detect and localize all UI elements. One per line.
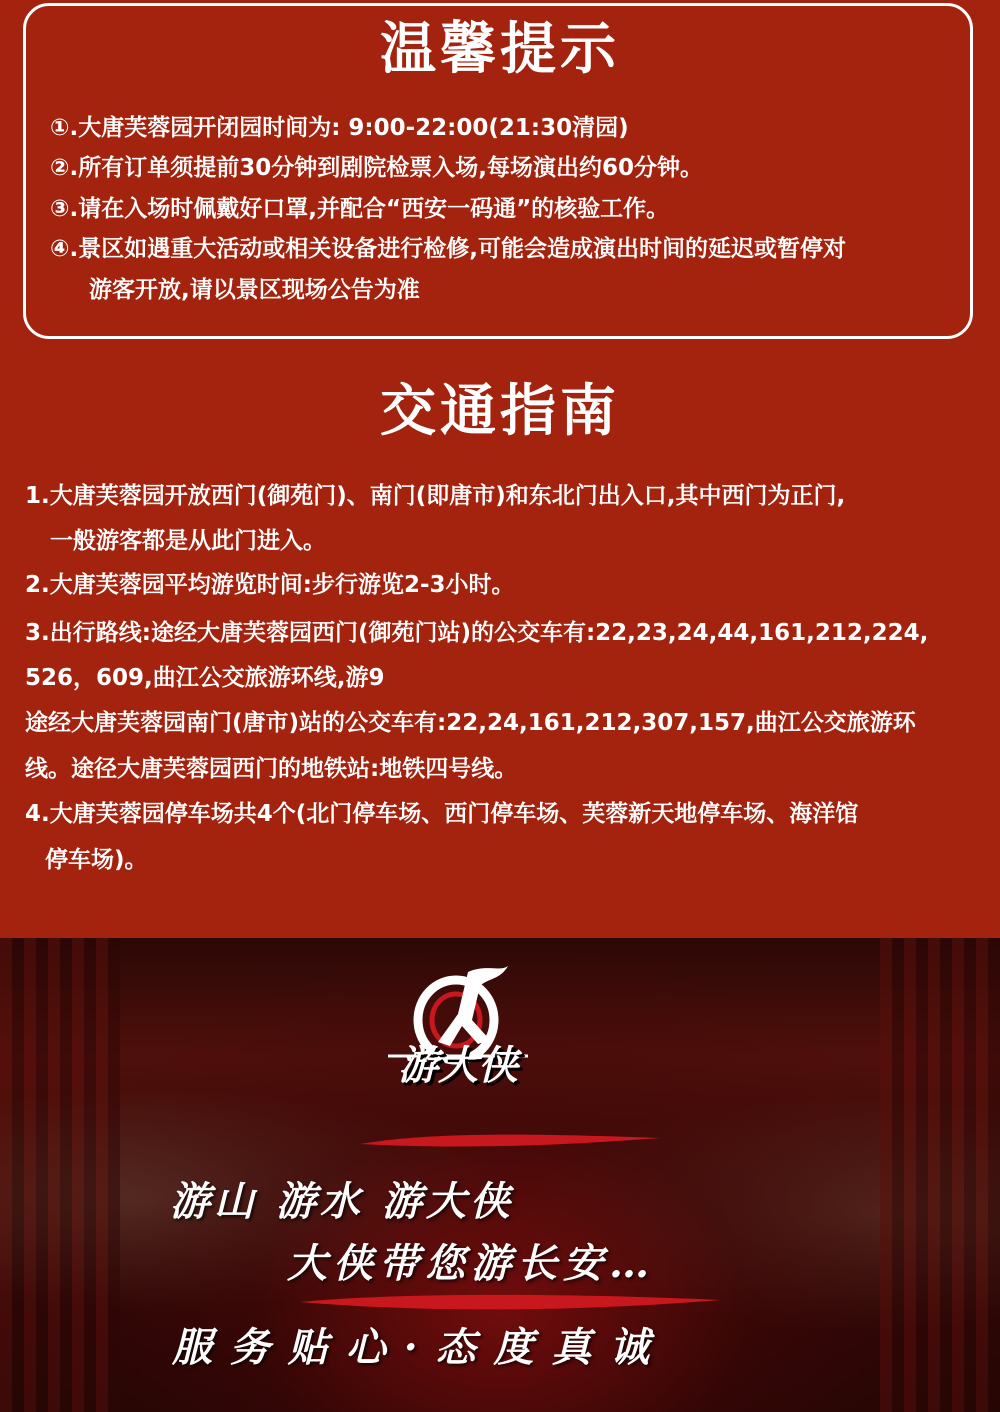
traffic-line-8: 4.大唐芙蓉园停车场共4个(北门停车场、西门停车场、芙蓉新天地停车场、海洋馆 [25, 801, 859, 827]
traffic-line-9: 停车场)。 [45, 847, 148, 873]
tip-item-3: ③.请在入场时佩戴好口罩,并配合“西安一码通”的核验工作。 [50, 196, 670, 222]
slogan-line-2: 大侠带您游长安… [287, 1240, 655, 1287]
stage-banner [0, 938, 1000, 1412]
traffic-line-6: 途经大唐芙蓉园南门(唐市)站的公交车有:22,24,161,212,307,157,曲江公交旅游环 [25, 710, 916, 736]
tips-title: 温馨提示 [380, 17, 620, 82]
brush-stroke-bottom [300, 1290, 720, 1316]
tip-item-2: ②.所有订单须提前30分钟到剧院检票入场,每场演出约60分钟。 [50, 155, 703, 181]
logo-text: 游大侠 [398, 1042, 518, 1089]
slogan-line-1: 游山 游水 游大侠 [170, 1178, 514, 1225]
traffic-title: 交通指南 [380, 379, 620, 444]
brush-stroke-top [360, 1130, 660, 1152]
slogan-line-3: 服 务 贴 心 · 态 度 真 诚 [172, 1324, 652, 1371]
traffic-line-2: 一般游客都是从此门进入。 [50, 528, 326, 554]
tip-item-1: ①.大唐芙蓉园开闭园时间为: 9:00-22:00(21:30清园) [50, 115, 629, 141]
traffic-line-5: 526，609,曲江公交旅游环线,游9 [25, 665, 385, 691]
tip-item-4: ④.景区如遇重大活动或相关设备进行检修,可能会造成演出时间的延迟或暂停对 [50, 236, 846, 262]
traffic-line-4: 3.出行路线:途经大唐芙蓉园西门(御苑门站)的公交车有:22,23,24,44,161,212,224, [25, 620, 929, 646]
traffic-line-7: 线。途径大唐芙蓉园西门的地铁站:地铁四号线。 [25, 756, 518, 782]
traffic-line-1: 1.大唐芙蓉园开放西门(御苑门)、南门(即唐市)和东北门出入口,其中西门为正门, [25, 483, 846, 509]
tip-item-4-cont: 游客开放,请以景区现场公告为准 [89, 277, 420, 303]
traffic-line-3: 2.大唐芙蓉园平均游览时间:步行游览2-3小时。 [25, 572, 515, 598]
